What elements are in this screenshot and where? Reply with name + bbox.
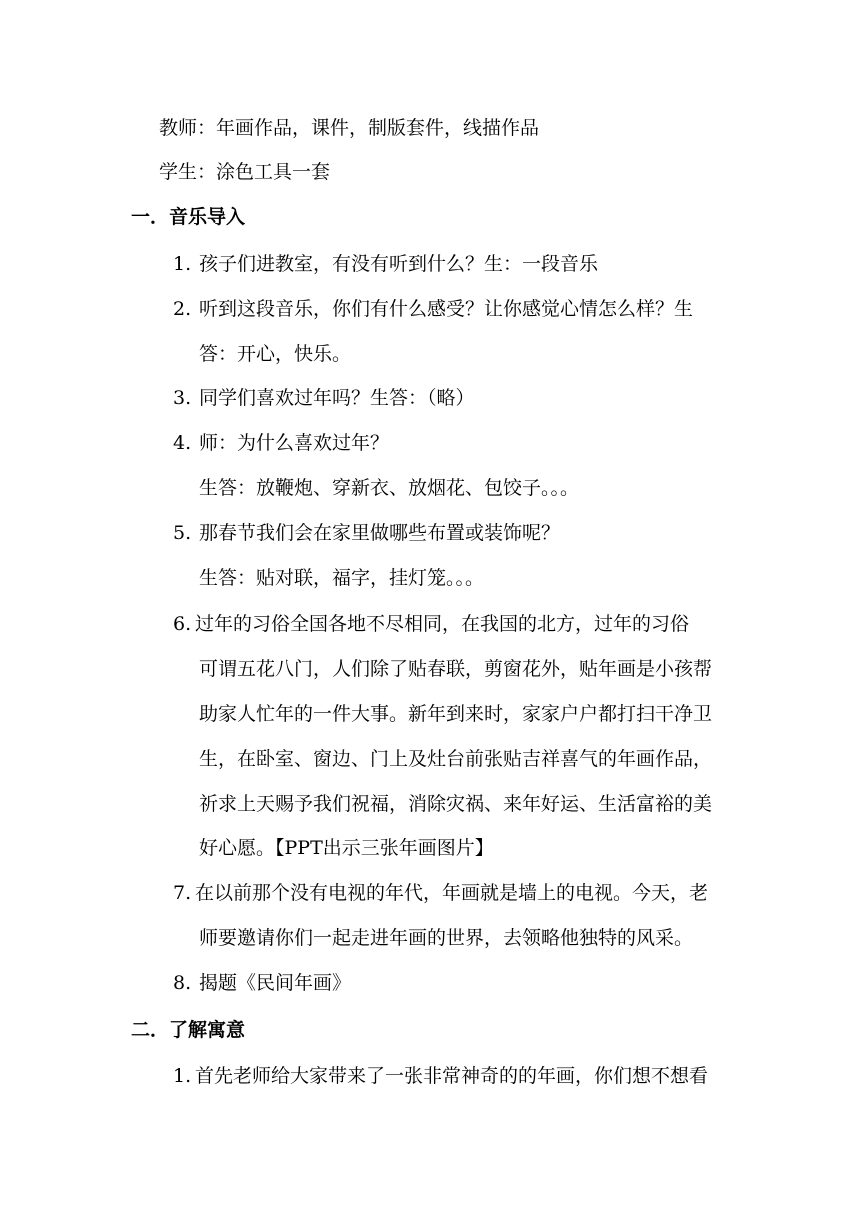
section-1-item-4-line-2: 生答：放鞭炮、穿新衣、放烟花、包饺子。。。 bbox=[199, 477, 580, 499]
section-1-item-2-number: 2. bbox=[173, 298, 192, 320]
section-1-item-6-number: 6. bbox=[173, 613, 192, 635]
section-1-item-2-line-1: 听到这段音乐，你们有什么感受？让你感觉心情怎么样？生 bbox=[199, 298, 694, 320]
section-1-item-7-line-2: 师要邀请你们一起走进年画的世界，去领略他独特的风采。 bbox=[199, 927, 694, 949]
section-1-item-5-number: 5. bbox=[173, 522, 192, 544]
section-1-item-2-line-2: 答：开心，快乐。 bbox=[199, 343, 352, 365]
section-1-item-7-line-1: 在以前那个没有电视的年代，年画就是墙上的电视。今天，老 bbox=[195, 882, 709, 904]
section-1-item-5-line-2: 生答：贴对联，福字，挂灯笼。。。 bbox=[199, 567, 485, 589]
section-1-item-6-line-3: 助家人忙年的一件大事。新年到来时，家家户户都打扫干净卫 bbox=[199, 703, 713, 725]
section-1-item-6-line-4: 生，在卧室、窗边、门上及灶台前张贴吉祥喜气的年画作品， bbox=[199, 748, 713, 770]
student-materials: 学生：涂色工具一套 bbox=[159, 161, 331, 183]
section-2-heading: 二．了解寓意 bbox=[131, 1019, 246, 1041]
section-1-item-3-number: 3. bbox=[173, 387, 192, 409]
section-1-item-3-line-1: 同学们喜欢过年吗？生答：（略） bbox=[199, 387, 475, 409]
section-1-item-7-number: 7. bbox=[173, 882, 192, 904]
section-1-item-8-line-1: 揭题《民间年画》 bbox=[199, 972, 352, 994]
section-1-item-6-line-5: 祈求上天赐予我们祝福，消除灾祸、来年好运、生活富裕的美 bbox=[199, 793, 713, 815]
section-1-item-4-line-1: 师：为什么喜欢过年？ bbox=[199, 432, 390, 454]
section-2-item-1-number: 1. bbox=[173, 1065, 192, 1087]
section-1-heading: 一．音乐导入 bbox=[131, 206, 246, 228]
teacher-materials: 教师：年画作品，课件，制版套件，线描作品 bbox=[159, 117, 540, 139]
section-1-item-1-line-1: 孩子们进教室，有没有听到什么？生：一段音乐 bbox=[199, 253, 599, 275]
section-1-item-1-number: 1. bbox=[173, 253, 192, 275]
section-1-item-6-line-2: 可谓五花八门，人们除了贴春联，剪窗花外，贴年画是小孩帮 bbox=[199, 658, 713, 680]
section-1-item-4-number: 4. bbox=[173, 432, 192, 454]
section-2-item-1-line-1: 首先老师给大家带来了一张非常神奇的的年画，你们想不想看 bbox=[195, 1065, 709, 1087]
section-1-item-5-line-1: 那春节我们会在家里做哪些布置或装饰呢？ bbox=[199, 522, 561, 544]
section-1-item-8-number: 8. bbox=[173, 972, 192, 994]
section-1-item-6-line-1: 过年的习俗全国各地不尽相同，在我国的北方，过年的习俗 bbox=[195, 613, 690, 635]
section-1-item-6-line-6: 好心愿。【PPT出示三张年画图片】 bbox=[199, 837, 494, 859]
